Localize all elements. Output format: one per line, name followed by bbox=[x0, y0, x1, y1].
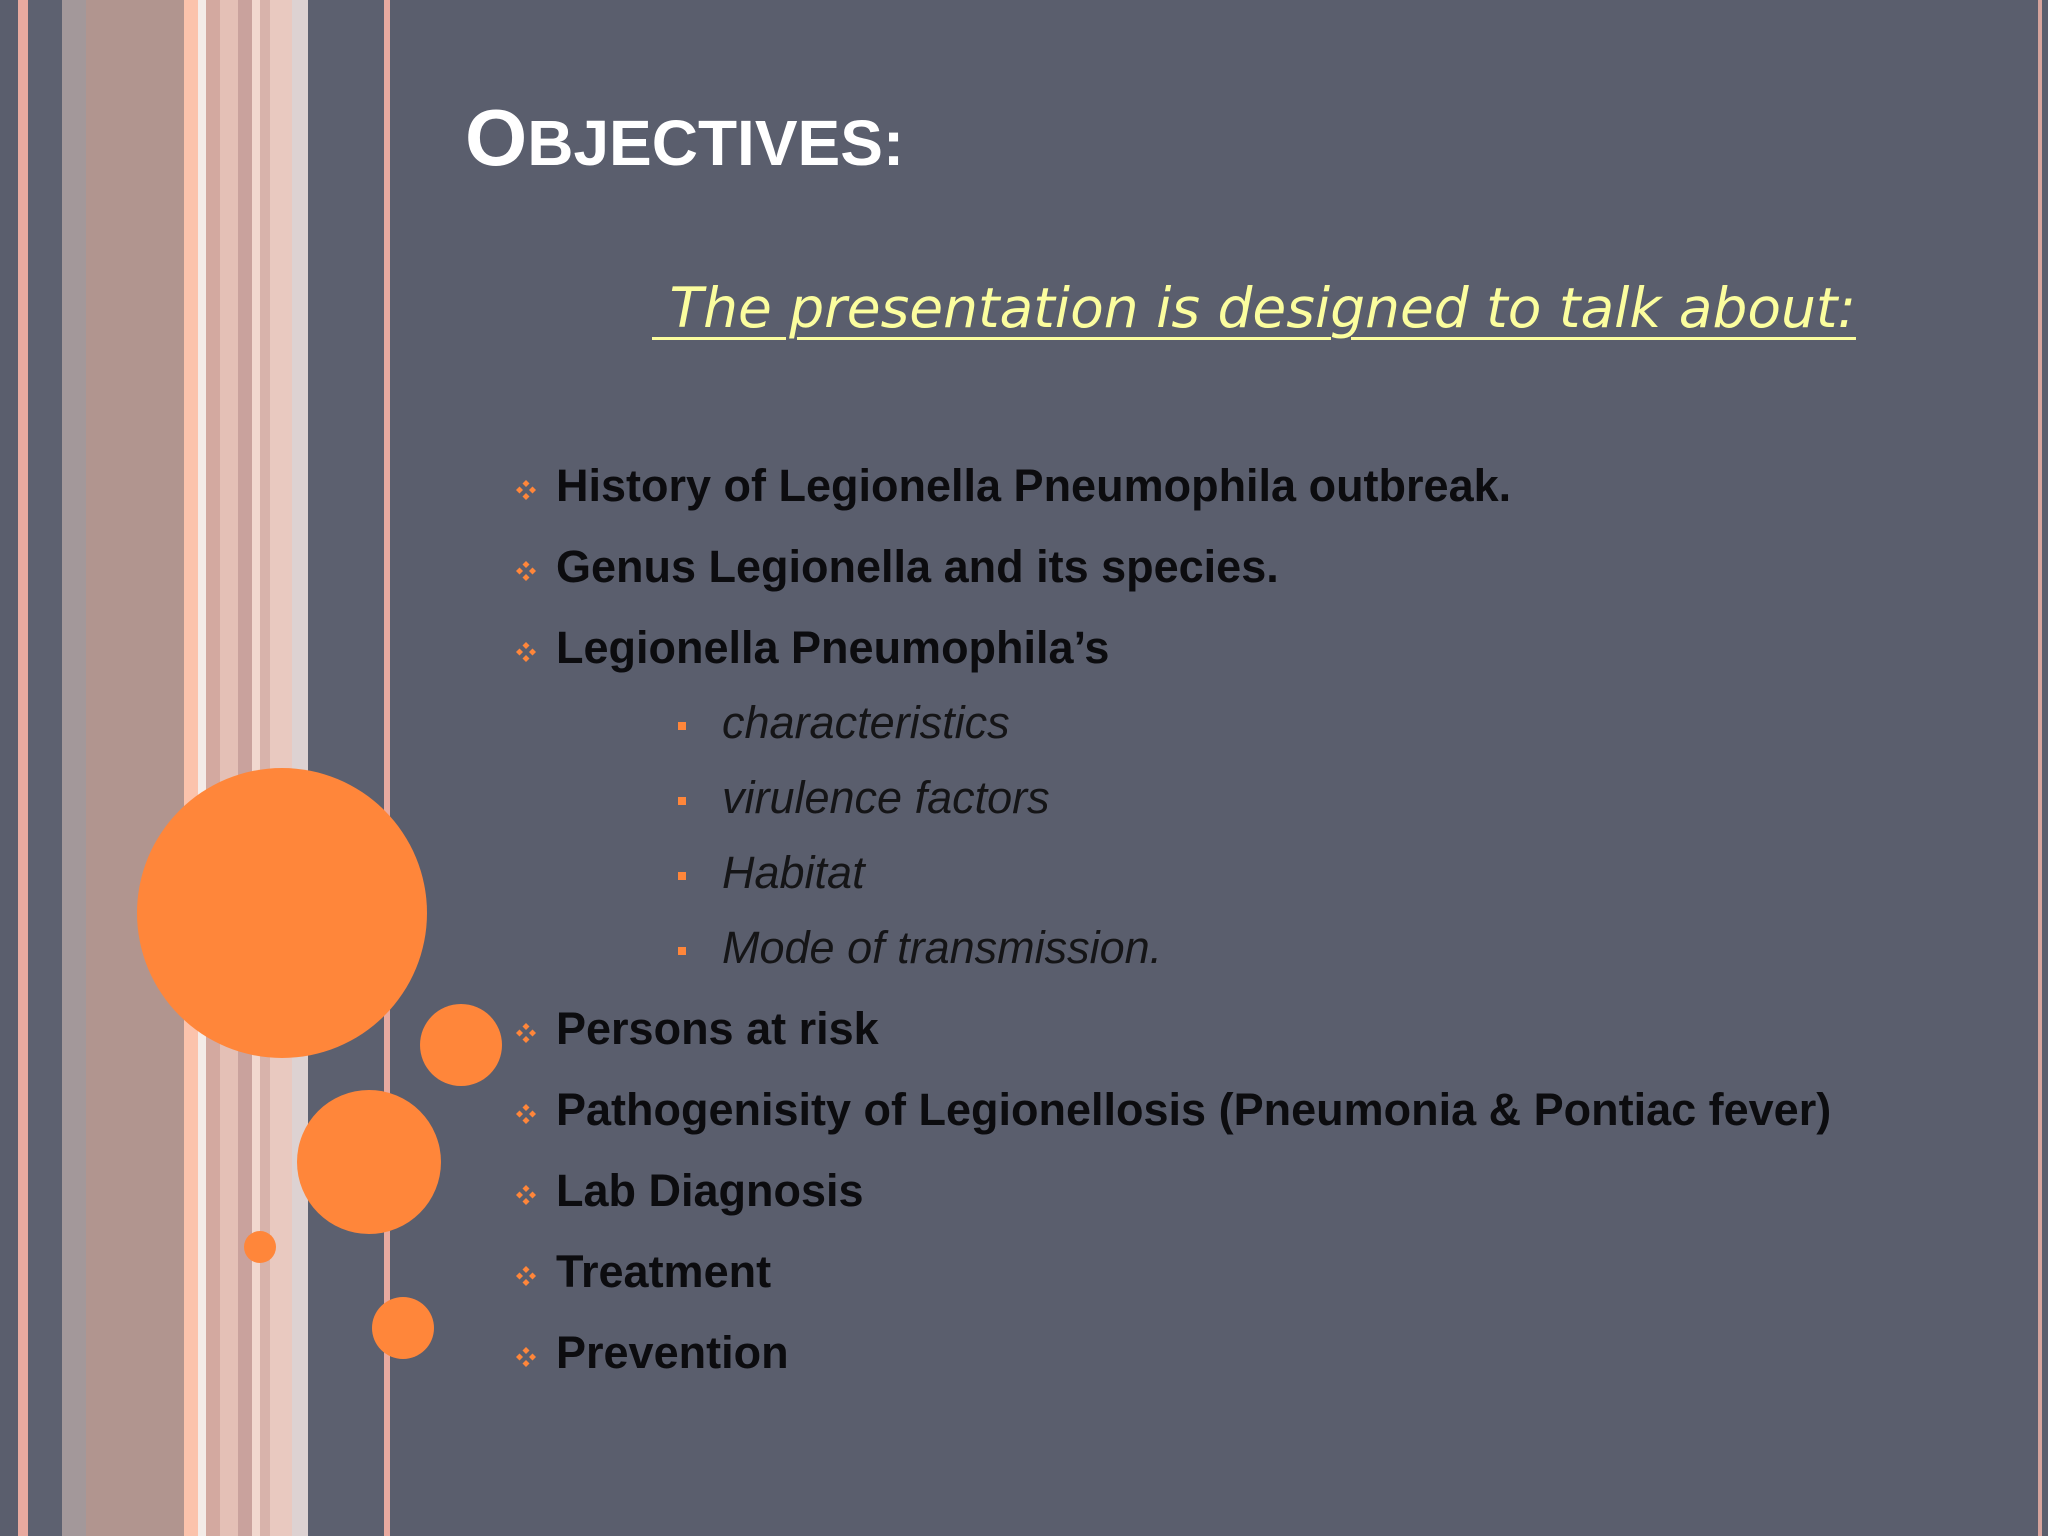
decor-stripe bbox=[62, 0, 86, 1536]
decor-stripe bbox=[86, 0, 184, 1536]
bullet-item bbox=[512, 458, 1511, 514]
bullet-text: History of Legionella Pneumophila outbreak. bbox=[556, 460, 1512, 511]
bullet-item bbox=[512, 1001, 879, 1057]
decor-stripe bbox=[238, 0, 252, 1536]
sub-bullet-item bbox=[678, 770, 1050, 826]
sub-bullet-item bbox=[678, 845, 865, 901]
sub-bullet-text: virulence factors bbox=[722, 772, 1050, 823]
four-diamond-bullet-icon bbox=[512, 638, 540, 666]
four-diamond-bullet-icon bbox=[512, 476, 540, 504]
four-diamond-bullet-icon bbox=[512, 1262, 540, 1290]
bullet-item bbox=[512, 620, 1109, 676]
bullet-text: Legionella Pneumophila’s bbox=[556, 622, 1110, 673]
four-diamond-bullet-icon bbox=[512, 1343, 540, 1371]
decor-stripe bbox=[0, 0, 18, 1536]
sub-bullet-item bbox=[678, 920, 1162, 976]
sub-bullet-text: Mode of transmission. bbox=[722, 922, 1163, 973]
sub-bullet-item bbox=[678, 695, 1010, 751]
decor-circle-small bbox=[244, 1231, 276, 1263]
title-rest: BJECTIVES: bbox=[527, 107, 905, 179]
bullet-text: Genus Legionella and its species. bbox=[556, 541, 1279, 592]
decor-stripe bbox=[184, 0, 198, 1536]
square-bullet-icon bbox=[678, 872, 686, 880]
bullet-item bbox=[512, 1082, 1831, 1138]
bullet-item bbox=[512, 539, 1279, 595]
square-bullet-icon bbox=[678, 797, 686, 805]
bullet-text: Lab Diagnosis bbox=[556, 1165, 864, 1216]
title-initial: O bbox=[465, 93, 528, 182]
decor-stripe bbox=[220, 0, 238, 1536]
decor-circle-medium bbox=[297, 1090, 441, 1234]
bullet-item bbox=[512, 1244, 771, 1300]
decor-circle-medium bbox=[420, 1004, 502, 1086]
slide-title bbox=[465, 92, 904, 189]
bullet-text: Treatment bbox=[556, 1246, 772, 1297]
sub-bullet-text: characteristics bbox=[722, 697, 1010, 748]
decor-stripe bbox=[252, 0, 260, 1536]
bullet-item bbox=[512, 1163, 864, 1219]
decor-circle-large bbox=[137, 768, 427, 1058]
decor-circle-small bbox=[372, 1297, 434, 1359]
bullet-item bbox=[512, 1325, 789, 1381]
decor-stripe bbox=[18, 0, 28, 1536]
slide-subtitle: The presentation is designed to talk about: bbox=[652, 276, 1856, 340]
bullet-text: Pathogenisity of Legionellosis (Pneumonia & Pontiac fever) bbox=[556, 1084, 1832, 1135]
four-diamond-bullet-icon bbox=[512, 1181, 540, 1209]
bullet-text: Persons at risk bbox=[556, 1003, 879, 1054]
square-bullet-icon bbox=[678, 947, 686, 955]
sub-bullet-text: Habitat bbox=[722, 847, 865, 898]
bullet-text: Prevention bbox=[556, 1327, 789, 1378]
four-diamond-bullet-icon bbox=[512, 557, 540, 585]
decor-stripe bbox=[206, 0, 220, 1536]
four-diamond-bullet-icon bbox=[512, 1019, 540, 1047]
decor-stripe bbox=[198, 0, 206, 1536]
decor-stripe bbox=[28, 0, 62, 1536]
decor-stripe bbox=[308, 0, 384, 1536]
four-diamond-bullet-icon bbox=[512, 1100, 540, 1128]
decor-right-edge bbox=[2042, 0, 2048, 1536]
square-bullet-icon bbox=[678, 722, 686, 730]
